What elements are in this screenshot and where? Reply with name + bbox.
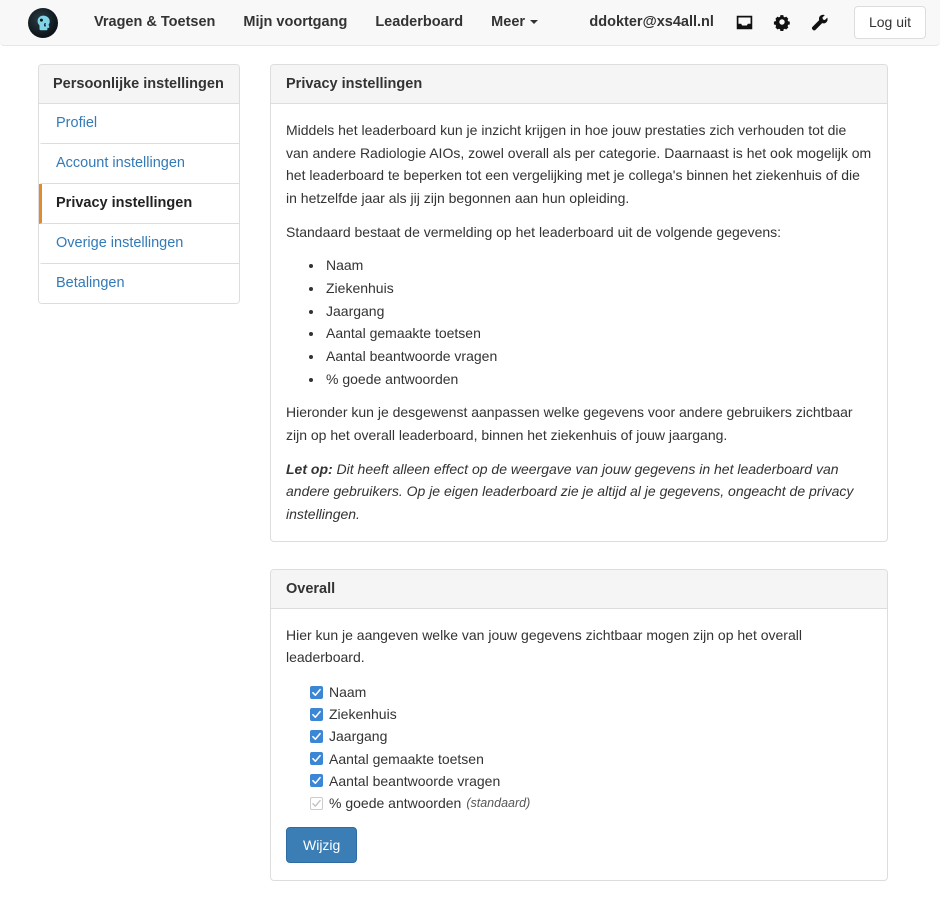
head-brain-logo-icon[interactable]: [28, 8, 58, 38]
privacy-settings-panel: [270, 64, 888, 542]
checkbox-aantal-gemaakte-toetsen[interactable]: [310, 752, 323, 765]
checkbox-row-aantal-beantwoorde-vragen[interactable]: [310, 772, 872, 790]
top-navbar: [0, 0, 940, 46]
privacy-default-fields-intro: Standaard bestaat de vermelding op het leaderboard uit de volgende gegevens:: [286, 223, 782, 240]
checkbox-aantal-beantwoorde-vragen[interactable]: [310, 774, 323, 787]
inbox-icon[interactable]: [726, 14, 763, 31]
privacy-customize-paragraph: Hieronder kun je desgewenst aanpassen welke gegevens voor andere gebruikers zichtbaar zijn op het overall leaderboard, binnen het ziekenhuis of jouw jaargang.: [286, 404, 853, 444]
list-item: • Jaargang: [324, 300, 872, 323]
checkbox-ziekenhuis[interactable]: [310, 708, 323, 721]
sidebar-item-privacy-instellingen[interactable]: Privacy instellingen: [39, 184, 239, 224]
wrench-icon[interactable]: [801, 14, 838, 31]
checkbox-label: % goede antwoorden: [329, 795, 462, 812]
nav-link-mijn-voortgang[interactable]: Mijn voortgang: [243, 14, 348, 31]
list-item: • Aantal beantwoorde vragen: [324, 345, 872, 368]
navbar-right-section: [589, 6, 926, 39]
checkbox-row-ziekenhuis[interactable]: [310, 705, 872, 723]
checkbox-label: Naam: [329, 684, 367, 701]
main-content: [270, 64, 888, 908]
privacy-intro-paragraph: Middels het leaderboard kun je inzicht krijgen in hoe jouw prestaties zich verhouden tot die van andere Radiologie AIOs, zowel overall als per categorie. Daarnaast is het ook mogelijk om het leaderboard te beperken tot een vergelijking met je collega's binnen het ziekenhuis of die in hetzelfde jaar als jij zijn begonnen aan hun opleiding.: [286, 122, 872, 207]
settings-sidebar: [38, 64, 240, 304]
checkbox-jaargang[interactable]: [310, 730, 323, 743]
sidebar-title: Persoonlijke instellingen: [39, 65, 239, 104]
checkbox-percentage-goede-antwoorden: [310, 797, 323, 810]
checkbox-row-jaargang[interactable]: [310, 727, 872, 745]
privacy-note-label: Let op:: [286, 460, 333, 477]
overall-description: Hier kun je aangeven welke van jouw gegevens zichtbaar mogen zijn op het overall leaderboard.: [286, 626, 802, 666]
page-container: [0, 46, 940, 908]
list-item: • Naam: [324, 254, 872, 277]
nav-link-meer-label: Meer: [491, 14, 526, 31]
list-item: • % goede antwoorden: [324, 368, 872, 391]
checkbox-default-suffix: (standaard): [466, 796, 531, 810]
primary-nav: [80, 9, 552, 36]
gear-icon[interactable]: [763, 13, 801, 31]
checkbox-label: Jaargang: [329, 728, 388, 745]
nav-link-meer[interactable]: [477, 9, 552, 36]
checkbox-row-aantal-gemaakte-toetsen[interactable]: [310, 750, 872, 768]
privacy-note-text: Dit heeft alleen effect op de weergave van jouw gegevens in het leaderboard van andere gebruikers. Op je eigen leaderboard zie je altijd al je gegevens, ongeacht de privacy instellingen.: [286, 460, 854, 523]
overall-panel-title: Overall: [271, 570, 887, 609]
overall-panel-body: [271, 609, 887, 881]
chevron-down-icon: [530, 20, 538, 24]
nav-link-vragen-toetsen[interactable]: Vragen & Toetsen: [94, 14, 216, 31]
sidebar-item-overige-instellingen[interactable]: Overige instellingen: [39, 224, 239, 264]
checkbox-label: Aantal beantwoorde vragen: [329, 772, 501, 789]
sidebar-item-betalingen[interactable]: Betalingen: [39, 264, 239, 303]
user-email: ddokter@xs4all.nl: [589, 14, 714, 31]
list-item: • Ziekenhuis: [324, 277, 872, 300]
checkbox-row-naam[interactable]: [310, 683, 872, 701]
checkbox-row-percentage-goede-antwoorden: [310, 794, 872, 812]
logout-button[interactable]: Log uit: [854, 6, 926, 39]
overall-visibility-checkbox-group: [286, 683, 872, 812]
privacy-panel-title: Privacy instellingen: [271, 65, 887, 104]
privacy-panel-body: [271, 104, 887, 541]
checkbox-naam[interactable]: [310, 686, 323, 699]
nav-link-leaderboard[interactable]: Leaderboard: [375, 14, 464, 31]
checkbox-label: Aantal gemaakte toetsen: [329, 750, 484, 767]
sidebar-item-profiel[interactable]: Profiel: [39, 104, 239, 144]
wijzig-button[interactable]: Wijzig: [286, 827, 357, 863]
overall-panel: [270, 569, 888, 882]
default-leaderboard-fields-list: [286, 254, 872, 390]
sidebar-item-account-instellingen[interactable]: Account instellingen: [39, 144, 239, 184]
privacy-note: [286, 458, 872, 526]
checkbox-label: Ziekenhuis: [329, 706, 397, 723]
list-item: • Aantal gemaakte toetsen: [324, 322, 872, 345]
